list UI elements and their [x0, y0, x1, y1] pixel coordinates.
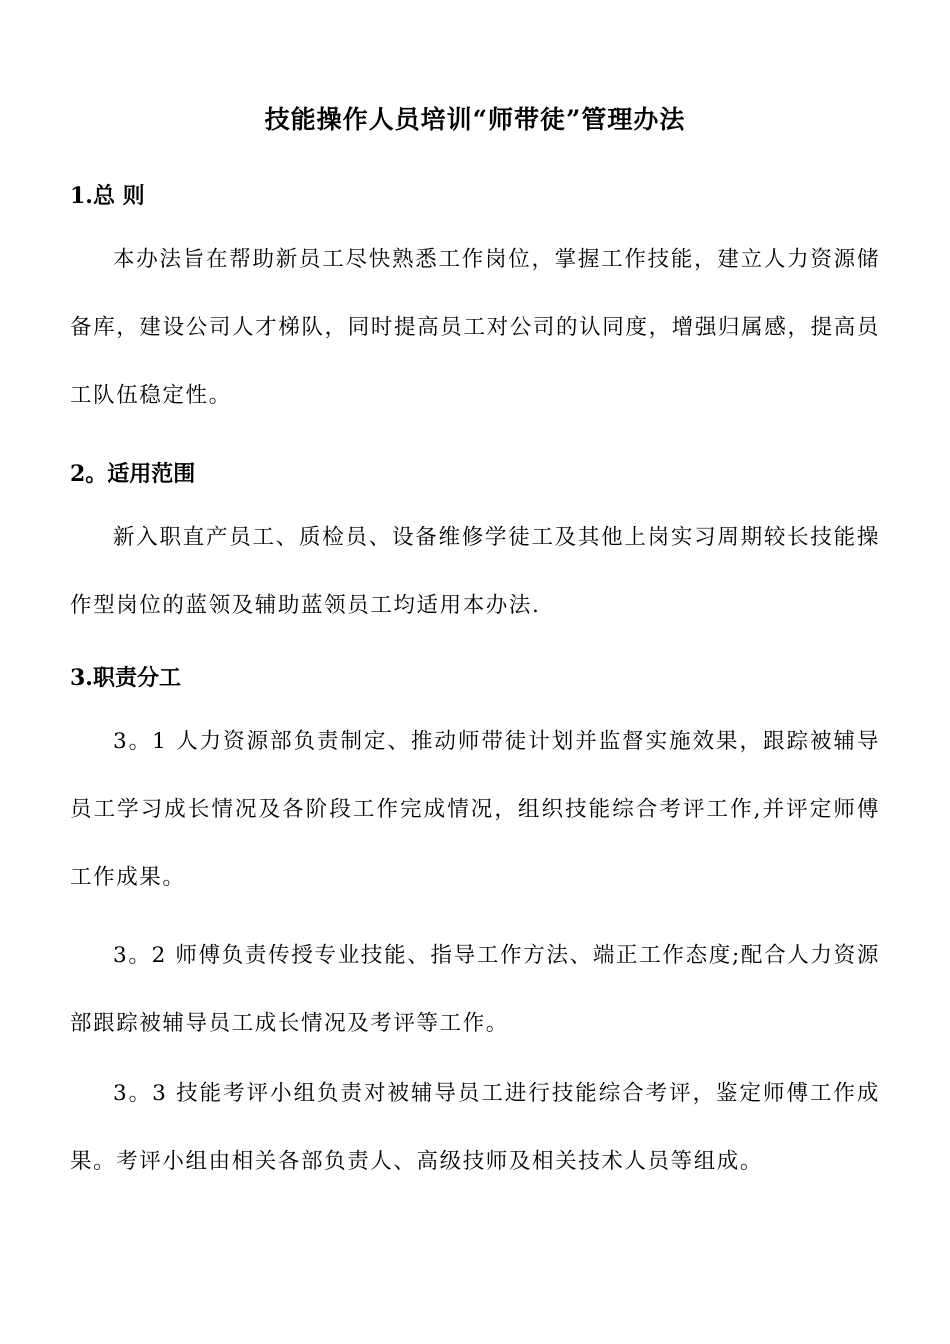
section-heading-general: 1.总 则 [70, 183, 145, 209]
document-title: 技能操作人员培训“师带徒”管理办法 [264, 105, 686, 134]
paragraph-responsibility-3-1: 3。1 人力资源部负责制定、推动师带徒计划并监督实施效果，跟踪被辅导员工学习成长情况及各阶段工作完成情况，组织技能综合考评工作,并评定师傅工作成果。 [70, 729, 880, 890]
section-heading-responsibilities: 3.职责分工 [70, 665, 181, 691]
paragraph-scope: 新入职直产员工、质检员、设备维修学徒工及其他上岗实习周期较长技能操作型岗位的蓝领及辅助蓝领员工均适用本办法. [70, 525, 880, 618]
section-heading-scope: 2。适用范围 [70, 461, 196, 487]
paragraph-responsibility-3-3: 3。3 技能考评小组负责对被辅导员工进行技能综合考评，鉴定师傅工作成果。考评小组由相关各部负责人、高级技师及相关技术人员等组成。 [70, 1081, 880, 1174]
paragraph-general: 本办法旨在帮助新员工尽快熟悉工作岗位，掌握工作技能，建立人力资源储备库，建设公司人才梯队，同时提高员工对公司的认同度，增强归属感，提高员工队伍稳定性。 [70, 247, 880, 408]
paragraph-responsibility-3-2: 3。2 师傅负责传授专业技能、指导工作方法、端正工作态度;配合人力资源部跟踪被辅导员工成长情况及考评等工作。 [70, 943, 880, 1036]
